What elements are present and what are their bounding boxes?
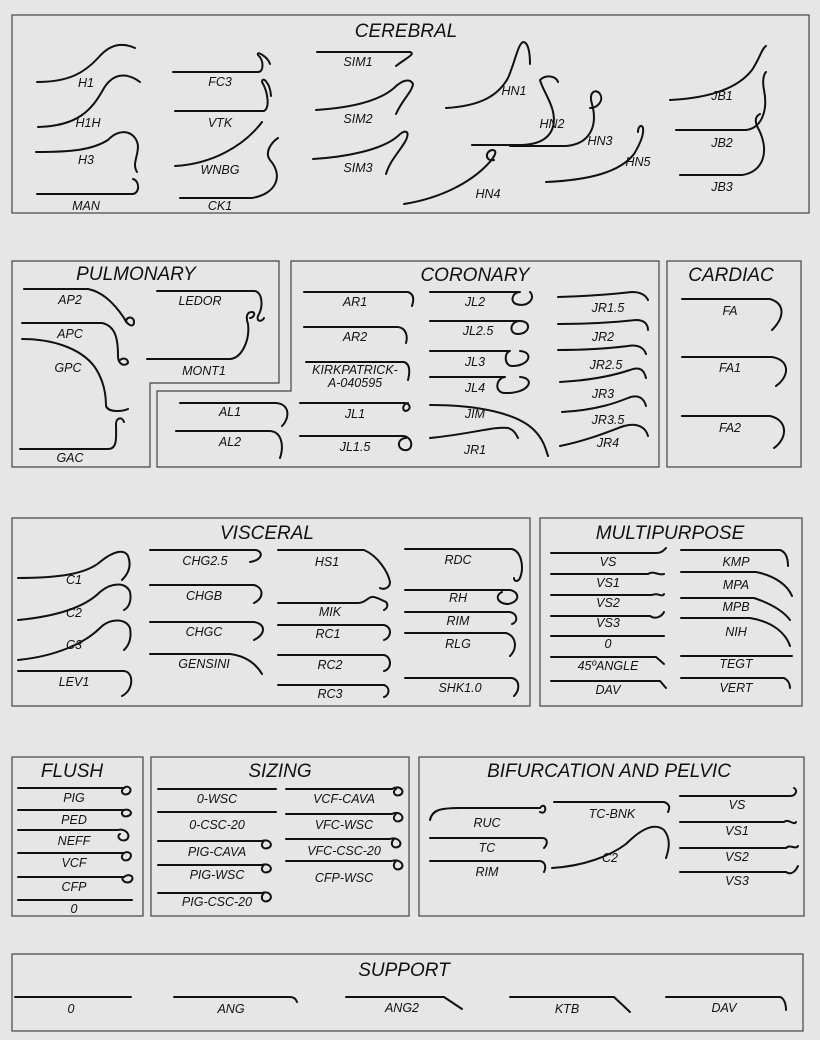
catheter-label-ar1: AR1 — [342, 295, 368, 309]
catheter-shape — [173, 53, 270, 72]
catheter-label-ar2: AR2 — [342, 330, 368, 344]
catheter-shape — [147, 312, 254, 359]
catheter-label-c2: C2 — [602, 851, 618, 865]
catheter-label-shk1-0: SHK1.0 — [438, 681, 482, 695]
catheter-label-nih: NIH — [725, 625, 747, 639]
catheter-label-hs1: HS1 — [314, 555, 340, 569]
catheter-label-jb3: JB3 — [711, 180, 733, 194]
catheter-label-vs1: VS1 — [725, 824, 749, 838]
section-sizing — [151, 757, 409, 916]
catheter-label-ck1: CK1 — [207, 199, 233, 213]
section-title: SIZING — [248, 761, 312, 782]
catheter-label-dav: DAV — [711, 1001, 737, 1015]
catheter-label-ledor: LEDOR — [178, 294, 222, 308]
section-support — [12, 954, 803, 1031]
catheter-label-jr2: JR2 — [591, 330, 615, 344]
catheter-label-tc-bnk: TC-BNK — [588, 807, 636, 821]
section-title: FLUSH — [40, 761, 104, 782]
catheter-label-rc3: RC3 — [317, 687, 343, 701]
section-title: CEREBRAL — [354, 21, 458, 42]
catheter-shape — [37, 179, 138, 194]
catheter-label-0-wsc: 0-WSC — [196, 792, 238, 806]
catheter-shape — [430, 405, 548, 456]
catheter-label-jim: JIM — [464, 407, 486, 421]
catheter-label-jr1-5: JR1.5 — [591, 301, 625, 315]
catheter-label-h3: H3 — [78, 153, 94, 167]
catheter-label-c3: C3 — [66, 638, 82, 652]
catheter-label-vs2: VS2 — [596, 596, 620, 610]
section-multipurpose — [540, 518, 802, 706]
catheter-label-pig-wsc: PIG-WSC — [189, 868, 245, 882]
section-title: VISCERAL — [220, 523, 314, 544]
catheter-label-tegt: TEGT — [719, 657, 753, 671]
catheter-label-vfc-wsc: VFC-WSC — [314, 818, 374, 832]
catheter-label-jl1: JL1 — [344, 407, 366, 421]
catheter-label-vs: VS — [599, 555, 617, 569]
catheter-label-jl2-5: JL2.5 — [462, 324, 494, 338]
catheter-label-0-csc-20: 0-CSC-20 — [189, 818, 245, 832]
catheter-label-ap2: AP2 — [58, 293, 82, 307]
catheter-label-sim1: SIM1 — [343, 55, 373, 69]
catheter-label-zero: 0 — [70, 902, 78, 916]
section-title: CORONARY — [420, 265, 530, 286]
catheter-shape — [680, 866, 798, 873]
catheter-label-man: MAN — [72, 199, 100, 213]
catheter-shape — [316, 81, 413, 114]
catheter-label-chgb: CHGB — [185, 589, 223, 603]
section-title: SUPPORT — [358, 960, 450, 981]
catheter-label-jr3: JR3 — [591, 387, 615, 401]
catheter-label-vcf-cava: VCF-CAVA — [313, 792, 375, 806]
catheter-label-sim3: SIM3 — [343, 161, 373, 175]
catheter-label-tc: TC — [478, 841, 496, 855]
catheter-label-pig: PIG — [63, 791, 85, 805]
catheter-label-kmp: KMP — [722, 555, 750, 569]
catheter-shape — [558, 345, 646, 354]
catheter-label-gensini: GENSINI — [178, 657, 230, 671]
catheter-label-kirkpatrick: KIRKPATRICK- — [312, 363, 398, 377]
catheter-label-al1: AL1 — [218, 405, 242, 419]
catheter-label-vtk: VTK — [207, 116, 233, 130]
catheter-label-c2: C2 — [66, 606, 82, 620]
section-title: PULMONARY — [76, 264, 196, 285]
catheter-label-zero: 0 — [67, 1002, 75, 1016]
catheter-label-al2: AL2 — [218, 435, 242, 449]
catheter-label-hn4: HN4 — [475, 187, 501, 201]
catheter-shape — [286, 860, 402, 869]
catheter-label-mpa: MPA — [722, 578, 750, 592]
catheter-label-mpb: MPB — [722, 600, 750, 614]
catheter-label-ang: ANG — [217, 1002, 245, 1016]
catheter-label-chg2-5: CHG2.5 — [182, 554, 228, 568]
catheter-shape — [558, 320, 648, 330]
catheter-label-ktb: KTB — [554, 1002, 580, 1016]
catheter-label-jl1-5: JL1.5 — [339, 440, 371, 454]
panel-frame — [12, 15, 809, 213]
catheter-label-cfp-wsc: CFP-WSC — [314, 871, 374, 885]
catheter-label-jr2-5: JR2.5 — [589, 358, 623, 372]
section-title: BIFURCATION AND PELVIC — [487, 761, 731, 782]
section-bifurcation-pelvic — [419, 757, 804, 916]
section-title: MULTIPURPOSE — [595, 523, 745, 544]
catheter-label-mont1: MONT1 — [182, 364, 226, 378]
catheter-shape — [680, 788, 796, 796]
catheter-label-zero: 0 — [604, 637, 612, 651]
catheter-label-vcf: VCF — [61, 856, 87, 870]
section-cardiac — [667, 261, 801, 467]
catheter-label-hn1: HN1 — [501, 84, 527, 98]
catheter-label-apc: APC — [57, 327, 83, 341]
catheter-label-vs1: VS1 — [596, 576, 620, 590]
section-title: CARDIAC — [688, 265, 774, 286]
catheter-label-dav: DAV — [595, 683, 621, 697]
catheter-label-rc2: RC2 — [317, 658, 343, 672]
catheter-label-mik: MIK — [318, 605, 342, 619]
catheter-label-vs3: VS3 — [596, 616, 620, 630]
catheter-label-jr4: JR4 — [596, 436, 620, 450]
catheter-label-lev1: LEV1 — [58, 675, 90, 689]
catheter-label-rlg: RLG — [445, 637, 471, 651]
catheter-label-rh: RH — [448, 591, 468, 605]
catheter-label-c1: C1 — [66, 573, 82, 587]
catheter-shape — [558, 292, 648, 300]
catheter-label-cfp: CFP — [61, 880, 87, 894]
catheter-label-ped: PED — [61, 813, 87, 827]
catheter-label-jr1: JR1 — [463, 443, 487, 457]
catheter-shape — [430, 428, 518, 438]
catheter-shape — [680, 846, 798, 848]
catheter-label-gpc: GPC — [54, 361, 82, 375]
catheter-shape — [20, 418, 124, 449]
catheter-shape — [446, 42, 530, 108]
catheter-label-ang2: ANG2 — [384, 1001, 420, 1015]
catheter-label-vs3: VS3 — [725, 874, 749, 888]
catheter-label-hn5: HN5 — [625, 155, 651, 169]
catheter-label-jl3: JL3 — [464, 355, 486, 369]
catheter-label-rdc: RDC — [444, 553, 472, 567]
catheter-label-vs: VS — [728, 798, 746, 812]
catheter-label-rc1: RC1 — [315, 627, 341, 641]
catheter-label-gac: GAC — [56, 451, 84, 465]
catheter-label-neff: NEFF — [57, 834, 91, 848]
catheter-label-pig-csc-20: PIG-CSC-20 — [181, 895, 253, 909]
catheter-label-ruc: RUC — [473, 816, 501, 830]
catheter-label-fc3: FC3 — [208, 75, 232, 89]
section-flush — [12, 757, 143, 916]
catheter-shape — [551, 573, 664, 575]
section-cerebral — [12, 15, 809, 213]
catheter-label-jl4: JL4 — [464, 381, 486, 395]
section-visceral — [12, 518, 530, 706]
catheter-label-fa2: FA2 — [719, 421, 741, 435]
catheter-label-fa1: FA1 — [719, 361, 741, 375]
catheter-label-h1: H1 — [78, 76, 94, 90]
catheter-label-pig-cava: PIG-CAVA — [187, 845, 247, 859]
catheter-label-hn2: HN2 — [539, 117, 565, 131]
catheter-label-h1h: H1H — [75, 116, 101, 130]
catheter-shape — [680, 821, 796, 823]
catheter-label-jl2: JL2 — [464, 295, 486, 309]
catheter-label-rim: RIM — [475, 865, 499, 879]
catheter-label-kirkpatrick-code: A-040595 — [327, 376, 383, 390]
catheter-label-jb1: JB1 — [711, 89, 733, 103]
catheter-label-vfc-csc-20: VFC-CSC-20 — [307, 844, 381, 858]
catheter-label-chgc: CHGC — [185, 625, 223, 639]
catheter-label-jb2: JB2 — [711, 136, 733, 150]
catheter-label-hn3: HN3 — [587, 134, 613, 148]
catheter-label-vs2: VS2 — [725, 850, 749, 864]
catheter-label-jr3-5: JR3.5 — [591, 413, 625, 427]
catheter-label-vert: VERT — [719, 681, 753, 695]
catheter-shape — [551, 548, 666, 553]
catheter-label-45-angle: 45ºANGLE — [577, 659, 639, 673]
catheter-label-wnbg: WNBG — [200, 163, 240, 177]
catheter-label-sim2: SIM2 — [343, 112, 373, 126]
catheter-label-fa: FA — [722, 304, 738, 318]
catheter-label-rim: RIM — [446, 614, 470, 628]
